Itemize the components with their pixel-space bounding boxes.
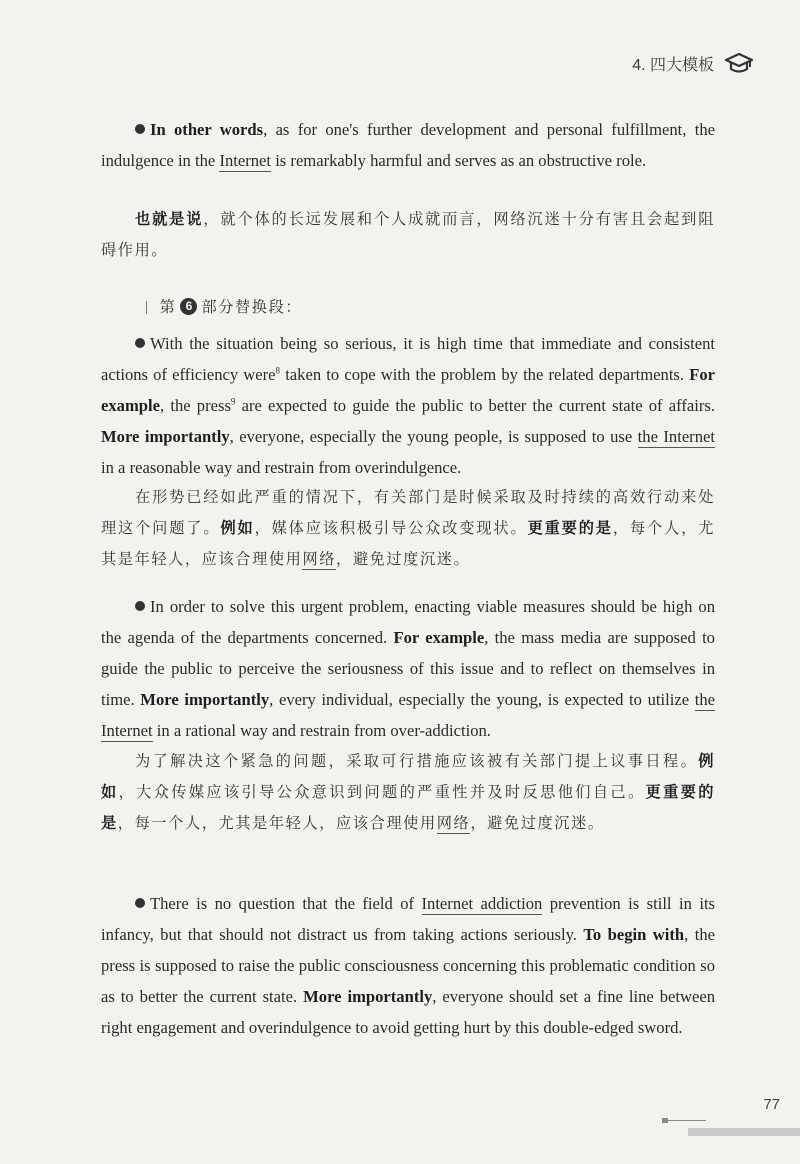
footnote-ref: 9 — [230, 396, 236, 407]
page-number: 77 — [763, 1096, 780, 1113]
section-heading: | 第 6 部分替换段： — [145, 297, 303, 316]
bullet-icon — [135, 338, 145, 348]
paragraph-english-2: With the situation being so serious, it is high time that immediate and consistent actions of efficiency were$^8$ taken to cope with the problem by the related departments. For example, the press$^9$ are expected to guide the public to better the current state of affairs. More importantly, everyone, especially the young people, is supposed to use the Internet in a reasonable way and restrain from overindulgence. — [101, 334, 715, 477]
underlined-term: 网络 — [436, 815, 471, 832]
footnote-ref: 8 — [275, 365, 281, 376]
bullet-icon — [135, 601, 145, 611]
section-bar-icon: | — [145, 297, 150, 315]
running-header — [632, 50, 754, 76]
footer-rule — [666, 1120, 706, 1121]
underlined-term: Internet — [219, 151, 272, 170]
section-number-badge: 6 — [180, 298, 197, 315]
chapter-title: 4. 四大模板 — [632, 56, 714, 74]
bullet-icon — [135, 124, 145, 134]
lead-phrase: In other words — [150, 120, 264, 139]
underlined-term: Internet addiction — [421, 894, 543, 913]
graduation-cap-icon — [724, 50, 754, 76]
paragraph-chinese-2: 在形势已经如此严重的情况下，有关部门是时候采取及时持续的高效行动来处理这个问题了。例如，媒体应该积极引导公众改变现状。更重要的是，每个人，尤其是年轻人，应该合理使用网络，避免过度沉迷。 — [101, 489, 715, 568]
paragraph-english-4: There is no question that the field of Internet addiction prevention is still in its infancy, but that should not distract us from taking actions seriously. To begin with, the press is supposed to raise the public consciousness concerning this problematic condition so as to better the current state. More importantly, everyone should set a fine line between right engagement and overindulgence to avoid getting hurt by this double-edged sword. — [101, 894, 716, 1037]
paragraph-chinese-3: 为了解决这个紧急的问题，采取可行措施应该被有关部门提上议事日程。例如，大众传媒应该引导公众意识到问题的严重性并及时反思他们自己。更重要的是，每一个人，尤其是年轻人，应该合理使用网络，避免过度沉迷。 — [101, 753, 716, 832]
paragraph-english-3: In order to solve this urgent problem, enacting viable measures should be high on the agenda of the departments concerned. For example, the mass media are supposed to guide the public to perceive the seriousness of this issue and to reflect on themselves in time. More importantly, every individual, especially the young, is expected to utilize the Internet in a rational way and restrain from over-addiction. — [101, 597, 715, 740]
underlined-term: 网络 — [302, 551, 337, 568]
footer-bar — [688, 1128, 800, 1136]
underlined-term: the Internet — [637, 427, 715, 446]
bullet-icon — [135, 898, 145, 908]
paragraph-english-1: In other words, as for one's further development and personal fulfillment, the indulgence in the Internet is remarkably harmful and serves as an obstructive role. — [101, 120, 715, 170]
underlined-term: the Internet — [101, 690, 715, 740]
paragraph-chinese-1: 也就是说，就个体的长远发展和个人成就而言，网络沉迷十分有害且会起到阻碍作用。 — [101, 211, 716, 259]
